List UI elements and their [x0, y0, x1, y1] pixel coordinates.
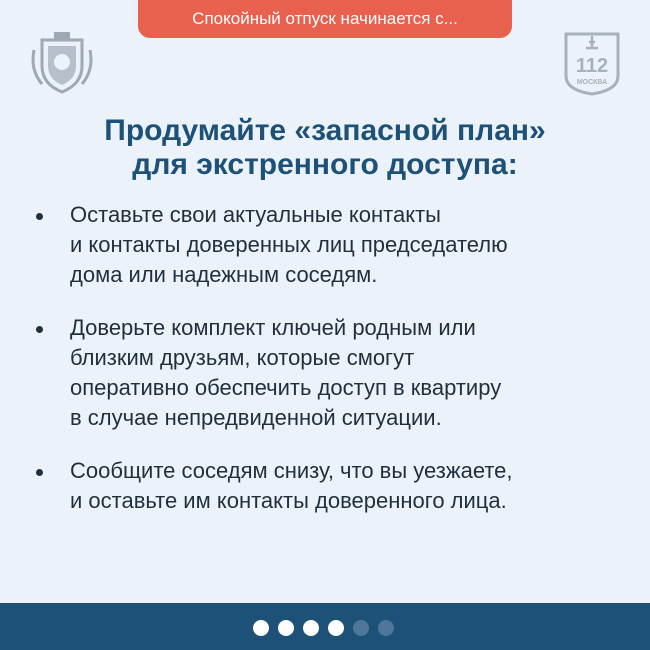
list-item — [36, 200, 620, 290]
tips-list — [36, 200, 620, 539]
list-item-line: близким друзьям, которые смогут — [70, 345, 415, 370]
list-item-line: Сообщите соседям снизу, что вы уезжаете, — [70, 458, 513, 483]
pagination-dots — [253, 620, 394, 634]
list-item-line: дома или надежным соседям. — [70, 262, 378, 287]
pagination-dot[interactable] — [253, 620, 269, 636]
112-logo-icon — [556, 26, 628, 98]
pagination-dot[interactable] — [278, 620, 294, 636]
title-line-2: для экстренного доступа: — [132, 148, 518, 181]
list-item-line: и оставьте им контакты доверенного лица. — [70, 488, 507, 513]
list-item-line: Доверьте комплект ключей родным или — [70, 315, 476, 340]
page-title — [20, 114, 630, 182]
list-item-line: Оставьте свои актуальные контакты — [70, 202, 441, 227]
bullet-icon — [36, 469, 43, 476]
112-city: МОСКВА — [576, 79, 608, 86]
list-item-line: и контакты доверенных лиц председателю — [70, 232, 508, 257]
pagination-dot[interactable] — [378, 620, 394, 636]
crest-icon — [26, 26, 98, 98]
list-item — [36, 313, 620, 433]
112-number: 112 — [575, 55, 609, 77]
pagination-dot[interactable] — [303, 620, 319, 636]
list-item-line: оперативно обеспечить доступ в квартиру — [70, 375, 502, 400]
bullet-icon — [36, 326, 43, 333]
bullet-icon — [36, 213, 43, 220]
list-item — [36, 456, 620, 516]
pagination-dot[interactable] — [353, 620, 369, 636]
top-banner: Спокойный отпуск начинается с... — [138, 0, 512, 38]
title-line-1: Продумайте «запасной план» — [104, 114, 546, 147]
list-item-line: в случае непредвиденной ситуации. — [70, 405, 442, 430]
pagination-dot[interactable] — [328, 620, 344, 636]
